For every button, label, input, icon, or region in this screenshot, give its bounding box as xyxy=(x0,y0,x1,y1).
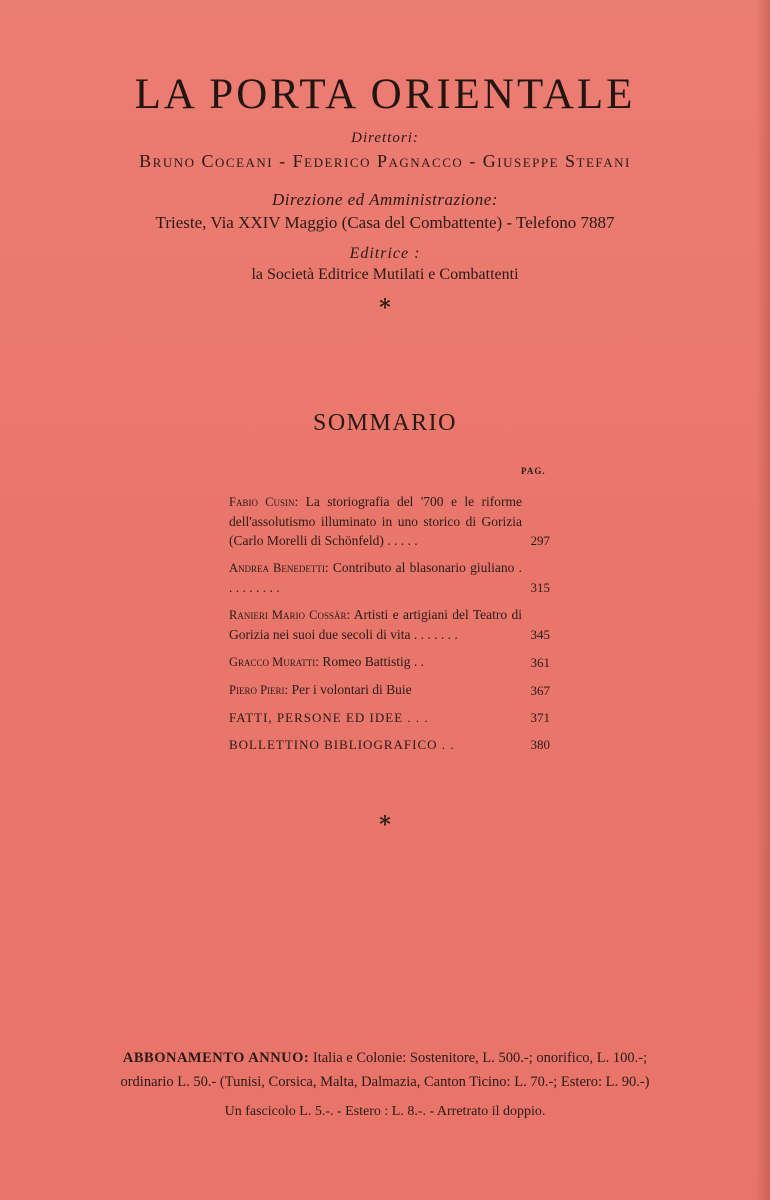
toc-entry xyxy=(229,708,550,727)
publisher-label: Editrice : xyxy=(349,245,421,262)
subscription-label: ABBONAMENTO ANNUO: xyxy=(122,1050,310,1066)
toc-title: FATTI, PERSONE ED IDEE . . . xyxy=(229,710,429,725)
subscription-line-2: ordinario L. 50.- (Tunisi, Corsica, Malta, Dalmazia, Canton Ticino: L. 70.-; Estero: L. 90.-) xyxy=(120,1074,650,1090)
table-of-contents xyxy=(229,492,550,762)
summary-separator: * xyxy=(379,812,391,838)
toc-page: 371 xyxy=(530,710,550,725)
toc-title: : Per i volontari di Buie xyxy=(284,682,412,697)
subscription-line-1 xyxy=(0,1050,770,1067)
toc-page: 367 xyxy=(530,683,550,698)
toc-page: 297 xyxy=(530,533,550,548)
subscription-line-3: Un fascicolo L. 5.-. - Estero : L. 8.-. - Arretrato il doppio. xyxy=(224,1104,546,1119)
toc-entry xyxy=(229,680,550,700)
toc-page: 345 xyxy=(530,627,550,642)
toc-title: BOLLETTINO BIBLIOGRAFICO . . xyxy=(229,737,455,752)
toc-author: Piero Pieri xyxy=(229,683,285,697)
summary-heading: SOMMARIO xyxy=(312,410,458,436)
admin-label: Direzione ed Amministrazione: xyxy=(271,190,499,209)
toc-title: : Romeo Battistig . . xyxy=(315,654,425,669)
toc-entry xyxy=(229,605,550,644)
toc-page: 315 xyxy=(530,580,550,595)
publisher-name: la Società Editrice Mutilati e Combattenti xyxy=(251,266,519,283)
toc-page: 361 xyxy=(530,655,550,670)
toc-title: : Contributo al blasonario giuliano . . . . . . . . . xyxy=(229,560,522,595)
page-column-label: PAG. xyxy=(521,466,546,476)
header-separator: * xyxy=(379,295,391,321)
toc-title: : Artisti e artigiani del Teatro di Gorizia nei suoi due secoli di vita . . . . . . . xyxy=(229,607,522,642)
toc-author: Fabio Cusin xyxy=(229,495,295,509)
toc-entry xyxy=(229,652,550,672)
toc-page: 380 xyxy=(530,737,550,752)
directors-label: Direttori: xyxy=(351,130,419,146)
paper-edge-shadow xyxy=(756,0,770,1200)
toc-author: Ranieri Mario Cossàr xyxy=(229,608,347,622)
directors-names: Bruno Coceani - Federico Pagnacco - Giuseppe Stefani xyxy=(139,151,631,171)
toc-author: Andrea Benedetti xyxy=(229,561,325,575)
toc-entry xyxy=(229,492,550,550)
toc-entry xyxy=(229,735,550,754)
address-line: Trieste, Via XXIV Maggio (Casa del Combattente) - Telefono 7887 xyxy=(155,213,615,232)
journal-title: LA PORTA ORIENTALE xyxy=(134,71,636,118)
subscription-rates: Italia e Colonie: Sostenitore, L. 500.-; onorifico, L. 100.-; xyxy=(312,1050,648,1066)
toc-author: Gracco Muratti xyxy=(229,655,316,669)
toc-entry xyxy=(229,558,550,597)
toc-title: : La storiografia del '700 e le riforme dell'assolutismo illuminato in uno storico di Gorizia (Carlo Morelli di Schönfeld) . . . . . xyxy=(229,494,522,548)
